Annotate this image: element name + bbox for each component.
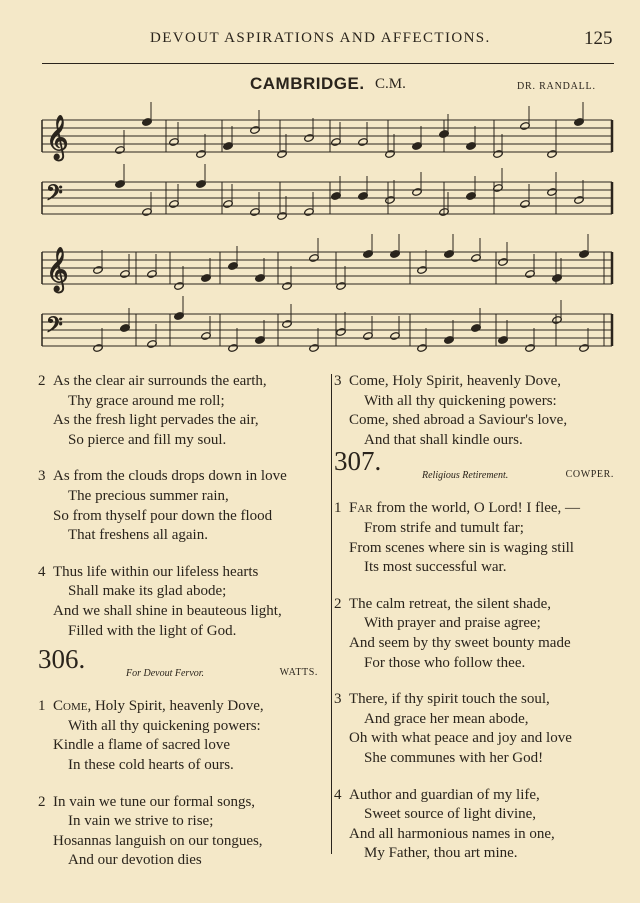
verse-line [38, 602, 328, 622]
verse-line [38, 697, 328, 717]
verse-line [38, 622, 328, 642]
verse-text: The calm retreat, the silent shade, [349, 595, 551, 612]
treble-clef-icon: 𝄞 [46, 247, 69, 291]
verse-line [38, 793, 328, 813]
verse-text: And all harmonious names in one, [349, 825, 555, 842]
verse-line [38, 736, 328, 756]
verse-line [334, 372, 624, 392]
stanza-number: 4 [334, 786, 342, 803]
verse-text: Oh with what peace and joy and love [349, 730, 572, 747]
verse-line [334, 805, 624, 825]
hymn-header [38, 644, 328, 692]
verse-text: That freshens all again. [68, 527, 208, 544]
stanza [334, 595, 624, 673]
verse-text: With all thy quickening powers: [364, 392, 557, 409]
hymn-title: For Devout Fervor. [126, 668, 205, 680]
verse-text: Sweet source of light divine, [364, 806, 537, 823]
verse-text: In these cold hearts of ours. [68, 756, 234, 773]
verse-text: As the fresh light pervades the air, [53, 412, 259, 429]
verse-text: And our devotion dies [68, 852, 202, 869]
verse-text: Its most successful war. [364, 559, 507, 576]
running-title: DEVOUT ASPIRATIONS AND AFFECTIONS. [150, 30, 491, 46]
stanza [38, 563, 328, 641]
verse-line [38, 812, 328, 832]
hymn-author: WATTS. [279, 667, 318, 679]
verse-text: With prayer and praise agree; [364, 615, 541, 632]
verse-line [334, 729, 624, 749]
hymn-number: 306. [38, 644, 86, 675]
verse-text: From strife and tumult far; [364, 519, 524, 536]
verse-text: Filled with the light of God. [68, 622, 237, 639]
verse-line [334, 411, 624, 431]
hymn-title: Religious Retirement. [422, 470, 509, 482]
verse-text: She communes with her God! [364, 749, 544, 766]
verse-line [334, 499, 624, 519]
verse-line [38, 756, 328, 776]
verse-line [38, 526, 328, 546]
verse-line [334, 558, 624, 578]
bass-clef-icon: 𝄢 [46, 181, 63, 211]
verse-line [334, 749, 624, 769]
music-score [0, 100, 640, 362]
stanza-number: 2 [334, 595, 342, 612]
verse-line [334, 825, 624, 845]
page-number: 125 [584, 28, 613, 49]
verse-text: Thus life within our lifeless hearts [53, 563, 259, 580]
stanza-number: 3 [38, 468, 46, 485]
verse-text: With all thy quickening powers: [68, 717, 261, 734]
verse-line [38, 372, 328, 392]
verse-line [38, 507, 328, 527]
verse-text: As from the clouds drops down in love [53, 468, 287, 485]
verse-text: Shall make its glad abode; [68, 583, 227, 600]
verse-text: And grace her mean abode, [364, 710, 529, 727]
first-word: Far [349, 500, 373, 517]
verse-line [38, 582, 328, 602]
first-word: Come, [53, 698, 92, 715]
stanza [38, 372, 328, 450]
verse-line [38, 717, 328, 737]
verse-text: So pierce and fill my soul. [68, 431, 227, 448]
verse-line [334, 595, 624, 615]
verse-line [38, 392, 328, 412]
verse-text: And seem by thy sweet bounty made [349, 634, 571, 651]
column-divider [331, 374, 332, 854]
left-column [38, 372, 328, 871]
tune-name: CAMBRIDGE. [250, 74, 365, 93]
header-rule [42, 63, 614, 64]
stanza-number: 2 [38, 373, 46, 389]
hymn-author: COWPER. [565, 469, 614, 481]
stanza [334, 786, 624, 864]
verse-text: So from thyself pour down the flood [53, 507, 273, 524]
verse-text: Come, Holy Spirit, heavenly Dove, [349, 373, 562, 389]
verse-text: In vain we tune our formal songs, [53, 793, 256, 810]
verse-text: from the world, O Lord! I flee, — [372, 500, 581, 517]
stanza [38, 467, 328, 545]
stanza [38, 793, 328, 871]
verse-line [38, 411, 328, 431]
verse-text: Thy grace around me roll; [68, 392, 225, 409]
verse-line [38, 563, 328, 583]
verse-text: And we shall shine in beauteous light, [53, 602, 282, 619]
verse-text: Come, shed abroad a Saviour's love, [349, 412, 568, 429]
stanza [334, 690, 624, 768]
verse-line [38, 467, 328, 487]
stanza-number: 4 [38, 563, 46, 580]
verse-line [38, 431, 328, 451]
verse-text: In vain we strive to rise; [68, 813, 214, 830]
verse-text: There, if thy spirit touch the soul, [349, 691, 550, 708]
verse-text: Author and guardian of my life, [349, 786, 540, 803]
treble-clef-icon: 𝄞 [46, 115, 69, 159]
stanza [334, 499, 624, 577]
hymn-number: 307. [334, 446, 382, 477]
verse-line [334, 539, 624, 559]
stanza [38, 697, 328, 775]
verse-text: For those who follow thee. [364, 654, 526, 671]
verse-line [334, 519, 624, 539]
verse-line [334, 710, 624, 730]
verse-line [334, 392, 624, 412]
verse-text: The precious summer rain, [68, 487, 229, 504]
stanza-number: 3 [334, 691, 342, 708]
hymn-header [334, 446, 624, 494]
stanza-number: 3 [334, 373, 342, 389]
verse-line [38, 487, 328, 507]
stanza-number: 1 [334, 500, 342, 517]
bass-clef-icon: 𝄢 [46, 313, 63, 343]
stanza-number: 2 [38, 793, 46, 810]
verse-text: Kindle a flame of sacred love [53, 737, 231, 754]
tune-meter: C.M. [375, 76, 406, 92]
verse-text: From scenes where sin is waging still [349, 539, 574, 556]
stanza-number: 1 [38, 698, 46, 715]
verse-line [334, 844, 624, 864]
verse-line [38, 832, 328, 852]
verse-text: As the clear air surrounds the earth, [53, 373, 267, 389]
verse-line [38, 851, 328, 871]
stanza [334, 372, 624, 450]
tune-composer: DR. RANDALL. [517, 81, 596, 92]
verse-line [334, 786, 624, 806]
verse-text: Hosannas languish on our tongues, [53, 832, 263, 849]
verse-line [334, 654, 624, 674]
verse-text: Holy Spirit, heavenly Dove, [91, 698, 264, 715]
verse-text: And that shall kindle ours. [364, 431, 523, 448]
verse-line [334, 690, 624, 710]
verse-line [334, 614, 624, 634]
verse-line [334, 634, 624, 654]
right-column [334, 372, 624, 864]
verse-text: My Father, thou art mine. [364, 845, 518, 862]
